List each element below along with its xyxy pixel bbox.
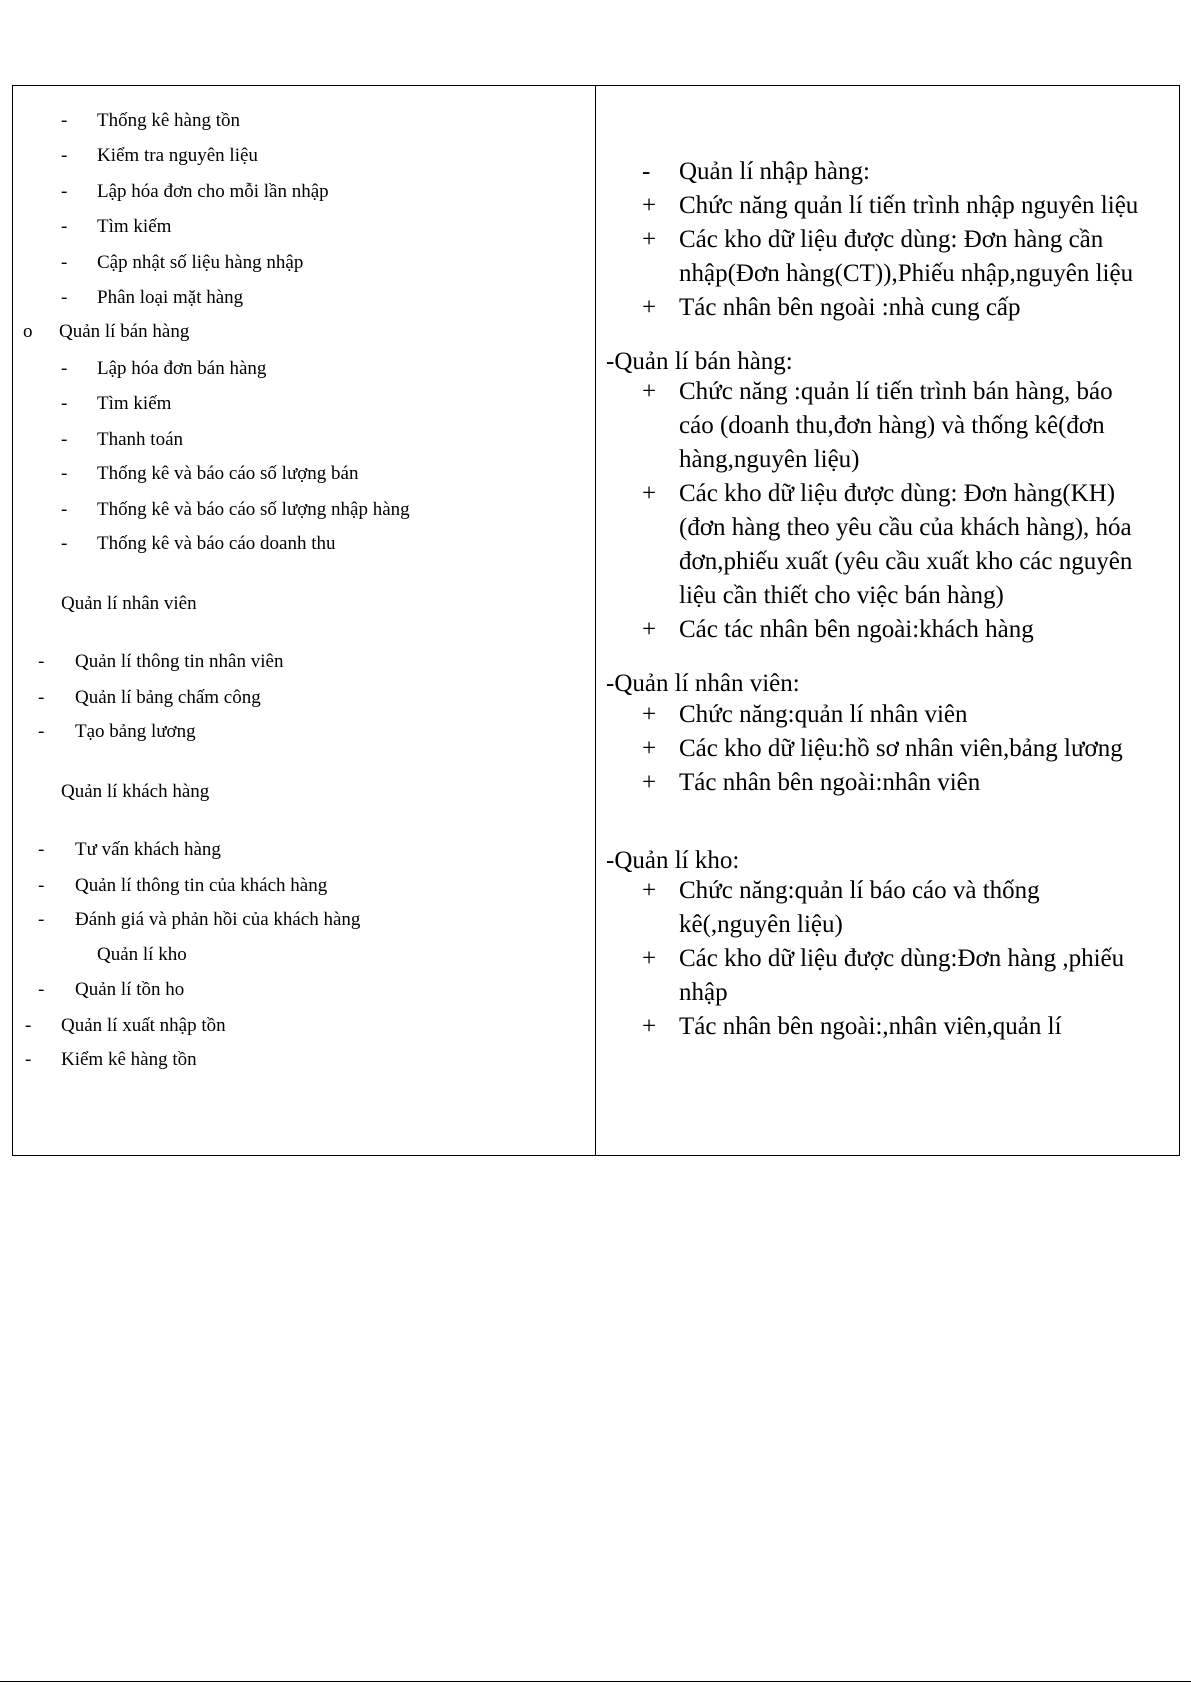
list-item-text: Chức năng:quản lí báo cáo và thống: [679, 877, 1040, 904]
bullet-dash: -: [61, 216, 68, 237]
document-table: [12, 85, 1180, 1156]
list-item-text: liệu cần thiết cho việc bán hàng): [679, 582, 1004, 609]
list-item-text: đơn,phiếu xuất (yêu cầu xuất kho các nguyên: [679, 548, 1133, 575]
list-item-text: Tìm kiếm: [97, 216, 172, 237]
bullet-dash: -: [38, 721, 45, 742]
bullet-dash: -: [25, 1049, 32, 1070]
list-item-text: Kiểm kê hàng tồn: [61, 1049, 197, 1070]
bullet-dash: -: [38, 687, 45, 708]
list-item-text: Tác nhân bên ngoài:,nhân viên,quản lí: [679, 1013, 1062, 1040]
bullet-plus: +: [642, 1013, 657, 1040]
bullet-plus: +: [642, 226, 657, 253]
bullet-dash: -: [61, 287, 68, 308]
list-item-text: Lập hóa đơn bán hàng: [97, 358, 267, 379]
bullet-plus: +: [642, 192, 657, 219]
bullet-dash: -: [61, 533, 68, 554]
bullet-dash: -: [61, 110, 68, 131]
bullet-plus: +: [642, 294, 657, 321]
section-heading-text: -Quản lí bán hàng:: [606, 348, 793, 375]
list-item-text: Tìm kiếm: [97, 393, 172, 414]
bullet-dash: -: [38, 839, 45, 860]
list-item-text: Các kho dữ liệu:hồ sơ nhân viên,bảng lương: [679, 735, 1123, 762]
section-heading-text: Quản lí nhập hàng:: [679, 158, 870, 185]
bullet-dash: -: [25, 1015, 32, 1036]
list-item-text: Tác nhân bên ngoài :nhà cung cấp: [679, 294, 1021, 321]
list-item-text: Thống kê và báo cáo số lượng bán: [97, 463, 359, 484]
list-item-text: Phân loại mặt hàng: [97, 287, 244, 308]
list-item-text: Các tác nhân bên ngoài:khách hàng: [679, 616, 1034, 643]
bullet-plus: +: [642, 701, 657, 728]
list-item-text: Tư vấn khách hàng: [75, 839, 221, 860]
bullet-dash: -: [61, 499, 68, 520]
list-item-text: Tác nhân bên ngoài:nhân viên: [679, 769, 981, 796]
section-heading-text: Quản lí nhân viên: [61, 593, 197, 614]
list-item-text: Đánh giá và phản hồi của khách hàng: [75, 909, 361, 930]
bullet-dash: -: [38, 651, 45, 672]
list-item-text: kê(,nguyên liệu): [679, 911, 843, 938]
bullet-plus: +: [642, 735, 657, 762]
bullet-dash: -: [38, 875, 45, 896]
list-item-text: Cập nhật số liệu hàng nhập: [97, 252, 304, 273]
list-item-text: Chức năng:quản lí nhân viên: [679, 701, 968, 728]
list-item-text: Lập hóa đơn cho mỗi lần nhập: [97, 181, 329, 202]
list-item-text: Chức năng quản lí tiến trình nhập nguyên liệu: [679, 192, 1139, 219]
list-item-text: (đơn hàng theo yêu cầu của khách hàng), hóa: [679, 514, 1132, 541]
right-column: [596, 86, 1179, 1155]
section-heading-text: -Quản lí kho:: [606, 847, 740, 874]
bullet-dash: -: [61, 429, 68, 450]
bullet-dash: -: [61, 181, 68, 202]
section-heading-text: Quản lí khách hàng: [61, 781, 210, 802]
bullet-dash: -: [61, 252, 68, 273]
page-footer-rule: [0, 1681, 1191, 1682]
bullet-dash: -: [642, 158, 651, 185]
list-item-text: nhập: [679, 979, 728, 1006]
list-item-text: Các kho dữ liệu được dùng:Đơn hàng ,phiếu: [679, 945, 1125, 972]
bullet-plus: +: [642, 616, 657, 643]
list-item-text: Quản lí bảng chấm công: [75, 687, 261, 708]
bullet-dash: -: [61, 358, 68, 379]
list-item-text: Các kho dữ liệu được dùng: Đơn hàng cần: [679, 226, 1104, 253]
section-heading-text: Quản lí kho: [97, 944, 187, 965]
bullet-circle: o: [23, 321, 33, 342]
bullet-plus: +: [642, 877, 657, 904]
list-item-text: Thống kê hàng tồn: [97, 110, 241, 131]
list-item-text: Quản lí xuất nhập tồn: [61, 1015, 226, 1036]
list-item-text: Các kho dữ liệu được dùng: Đơn hàng(KH): [679, 480, 1116, 507]
bullet-dash: -: [61, 463, 68, 484]
list-item-text: Tạo bảng lương: [75, 721, 196, 742]
bullet-dash: -: [61, 145, 68, 166]
left-column: [13, 86, 596, 1155]
list-item-text: cáo (doanh thu,đơn hàng) và thống kê(đơn: [679, 412, 1105, 439]
bullet-plus: +: [642, 480, 657, 507]
bullet-dash: -: [38, 979, 45, 1000]
list-item-text: nhập(Đơn hàng(CT)),Phiếu nhập,nguyên liệu: [679, 260, 1134, 287]
list-item-text: Quản lí tồn ho: [75, 979, 185, 1000]
bullet-plus: +: [642, 945, 657, 972]
bullet-dash: -: [38, 909, 45, 930]
list-item-text: Chức năng :quản lí tiến trình bán hàng, báo: [679, 378, 1113, 405]
list-item-text: Thống kê và báo cáo doanh thu: [97, 533, 336, 554]
list-item-text: Quản lí thông tin của khách hàng: [75, 875, 328, 896]
bullet-plus: +: [642, 769, 657, 796]
section-heading-text: -Quản lí nhân viên:: [606, 670, 800, 697]
section-heading-text: Quản lí bán hàng: [59, 321, 190, 342]
list-item-text: Thống kê và báo cáo số lượng nhập hàng: [97, 499, 410, 520]
bullet-plus: +: [642, 378, 657, 405]
list-item-text: hàng,nguyên liệu): [679, 446, 860, 473]
list-item-text: Quản lí thông tin nhân viên: [75, 651, 284, 672]
bullet-dash: -: [61, 393, 68, 414]
list-item-text: Kiểm tra nguyên liệu: [97, 145, 258, 166]
list-item-text: Thanh toán: [97, 429, 184, 450]
